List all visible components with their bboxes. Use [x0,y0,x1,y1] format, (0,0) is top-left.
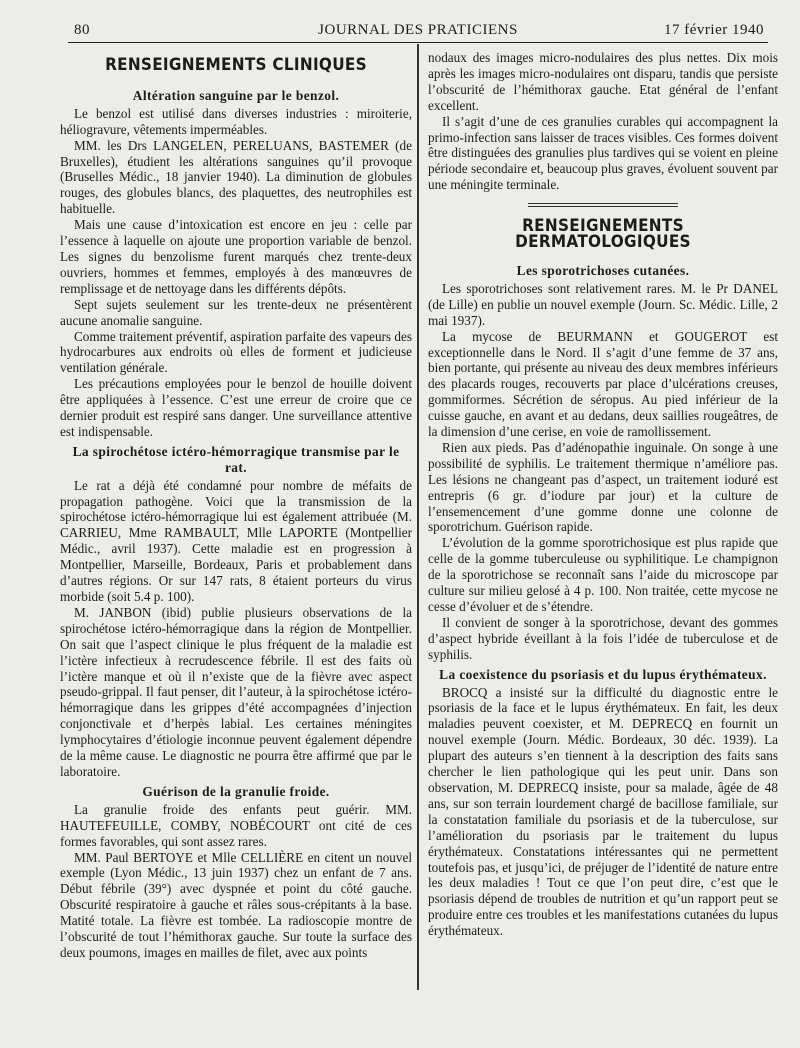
issue-date: 17 février 1940 [664,22,764,38]
paragraph: Mais une cause d’intoxication est encore en jeu : celle par l’essence à laquelle on ajoute une proportion variable de benzol. Les signes du benzolisme furent marqués chez trente-deux ouvriers, hommes et femmes, employés à des manœuvres de remplissage et de nettoyage dans les différents dépôts. [60,217,412,296]
paragraph: Les sporotrichoses sont relativement rares. M. le Pr DANEL (de Lille) en publie un nouvel exemple (Journ. Sc. Médic. Lille, 2 mai 1937). [428,280,778,328]
article-title-spirochetose: La spirochétose ictéro-hémorragique transmise par le rat. [72,443,400,475]
paragraph: Le rat a déjà été condamné pour nombre de méfaits de propagation pathogène. Voici que la transmission de la spirochétose ictéro-hémorragique lui est également attribuée (M. CARRIEU, Mme RAMBAULT, Mlle LAPORTE (Montpellier Médic., avril 1937). Cette maladie est en progression à Montpellier, Marseille, Bordeaux, Paris et probablement dans d’autres régions. Or sur 147 rats, 8 étaient porteurs du virus morbide (soit 5.4 p. 100). [60,477,412,604]
paragraph: M. JANBON (ibid) publie plusieurs observations de la spirochétose ictéro-hémorragique dans la région de Montpellier. On sait que l’aspect clinique le plus fréquent de la maladie est l’ictère infectieux à recrudescence fébrile. Il est des faits où l’ictère manque et où il n’existe que de la fièvre avec aspect pseudo-grippal. Il faut penser, dit l’auteur, à la spirochétose ictéro-hémorragique dans les grippes d’été accompagnées d’injection conjonctivale et d’herpès labial. Les certaines méningites lymphocytaires d’étiologie inconnue peuvent également dépendre de la même cause. Le diagnostic ne pourra être affirmé que par le laboratoire. [60,604,412,779]
left-column [60,50,412,961]
paragraph: MM. Paul BERTOYE et Mlle CELLIÈRE en citent un nouvel exemple (Lyon Médic., 13 juin 1937) chez un enfant de 7 ans. Début fébrile (39°) avec dyspnée et point du côté gauche. Obscurité respiratoire à gauche et râles sous-crépitants à la base. Matité totale. La fièvre est tombée. La radioscopie montre de l’obscurité de tout l’hémithorax gauche. Sur toute la surface des deux poumons, images en mailles de filet, avec aux points [60,849,412,960]
paragraph: La granulie froide des enfants peut guérir. MM. HAUTEFEUILLE, COMBY, NOBÉCOURT ont cité de ces formes favorables, qui sont assez rares. [60,801,412,849]
paragraph: Rien aux pieds. Pas d’adénopathie inguinale. On songe à une possibilité de syphilis. Le traitement thermique n’améliore pas. Les lésions ne changeant pas d’aspect, un traitement ioduré est entrepris (6 gr. d’iodure par jour) et la culture de l’ensemencement d’une gomme donne une colonne de sporotrichum. Guérison rapide. [428,439,778,535]
article-title-granulie: Guérison de la granulie froide. [142,783,330,799]
article-title-sporotrichoses: Les sporotrichoses cutanées. [516,262,690,278]
running-head [68,20,768,43]
section-separator [528,203,678,207]
page-number: 80 [74,22,90,38]
section-title-cliniques: RENSEIGNEMENTS CLINIQUES [105,55,367,75]
paragraph: Sept sujets seulement sur les trente-deux ne présentèrent aucune anomalie sanguine. [60,296,412,328]
journal-title: JOURNAL DES PRATICIENS [318,22,518,38]
paragraph: Les précautions employées pour le benzol de houille doivent être appliquées à l’essence. C’est une erreur de croire que ce dernier produit est respiré sans danger. Une surveillance attentive est indispensable. [60,376,412,439]
paragraph-continued: nodaux des images micro-nodulaires des plus nettes. Dix mois après les images micro-nodulaires ont disparu, tandis que persiste l’obscurité de l’hémithorax gauche. Etat général de l’enfant excellent. [428,50,778,113]
paragraph: Comme traitement préventif, aspiration parfaite des vapeurs des hydrocarbures aux endroits où elles de forment et judicieuse ventilation générale. [60,328,412,376]
article-title-benzol: Altération sanguine par le benzol. [132,87,340,103]
column-divider [417,44,419,990]
paragraph: BROCQ a insisté sur la difficulté du diagnostic entre le psoriasis de la face et le lupus érythémateux. En fait, les deux maladies peuvent coexister, et M. DEPRECQ en fournit un nouvel exemple (Journ. Médic. Bordeaux, 30 déc. 1939). La plupart des auteurs s’en tiennent à la description des faits sans chercher le lien pathologique qui les peut unir. Dans son observation, M. DEPRECQ insiste, pour sa malade, âgée de 48 ans, sur son terrain lourdement chargé de bacillose familiale, sur la constatation familiale du psoriasis et de la tuberculose, sur l’amélioration du psoriasis par le traitement du lupus érythémateux. Constatations intéressantes qui ne permettent toutefois pas, et jusqu’ici, de préjuger de l’identité de nature entre les deux maladies ! Tout ce que l’on peut dire, c’est que le psoriasis dépend de troubles de nutrition et qu’un rapport peut se produire entre ces troubles et les manifestations cutanées du lupus érythémateux. [428,684,778,939]
paragraph: Le benzol est utilisé dans diverses industries : miroiterie, héliogravure, vêtements imperméables. [60,105,412,137]
paragraph: Il convient de songer à la sporotrichose, devant des gommes d’aspect hybride éveillant à la fois l’idée de tuberculose et de syphilis. [428,614,778,662]
section-title-dermatologiques: RENSEIGNEMENTS DERMATOLOGIQUES [515,216,691,253]
paragraph: MM. les Drs LANGELEN, PERELUANS, BASTEMER (de Bruxelles), étudient les altérations sanguines qu’il provoque (Bruselles Médic., 18 janvier 1940). La diminution de globules rouges, des globules blancs, des plaquettes, des neutrophiles est habituelle. [60,137,412,217]
paragraph: Il s’agit d’une de ces granulies curables qui accompagnent la primo-infection sans laisser de traces visibles. Ces formes doivent être distinguées des granulies plus tardives qui se voient en pleine période secondaire et, beaucoup plus graves, évoluent souvent par une méningite terminale. [428,113,778,193]
paragraph: L’évolution de la gomme sporotrichosique est plus rapide que celle de la gomme tuberculeuse ou syphilitique. Le champignon de la sporotrichose se reconnaît sans l’aide du microscope par culture sur milieu gelosé à 4 p. 100. Non traitée, cette mycose ne cesse d’évoluer et de s’étendre. [428,535,778,614]
right-column [428,50,778,939]
paragraph: La mycose de BEURMANN et GOUGEROT est exceptionnelle dans le Nord. Il s’agit d’une femme de 37 ans, bien portante, qui présente au niveau des deux membres inférieurs des placards rouges, recouverts par place d’ulcérations creuses, gommiformes. Sécrétion de séropus. Au pied inférieur de la cuisse gauche, en avant et au dedans, deux saillies rougeâtres, de la dimension d’une cerise, en voie de ramollissement. [428,328,778,440]
article-title-psoriasis: La coexistence du psoriasis et du lupus érythémateux. [439,666,767,682]
